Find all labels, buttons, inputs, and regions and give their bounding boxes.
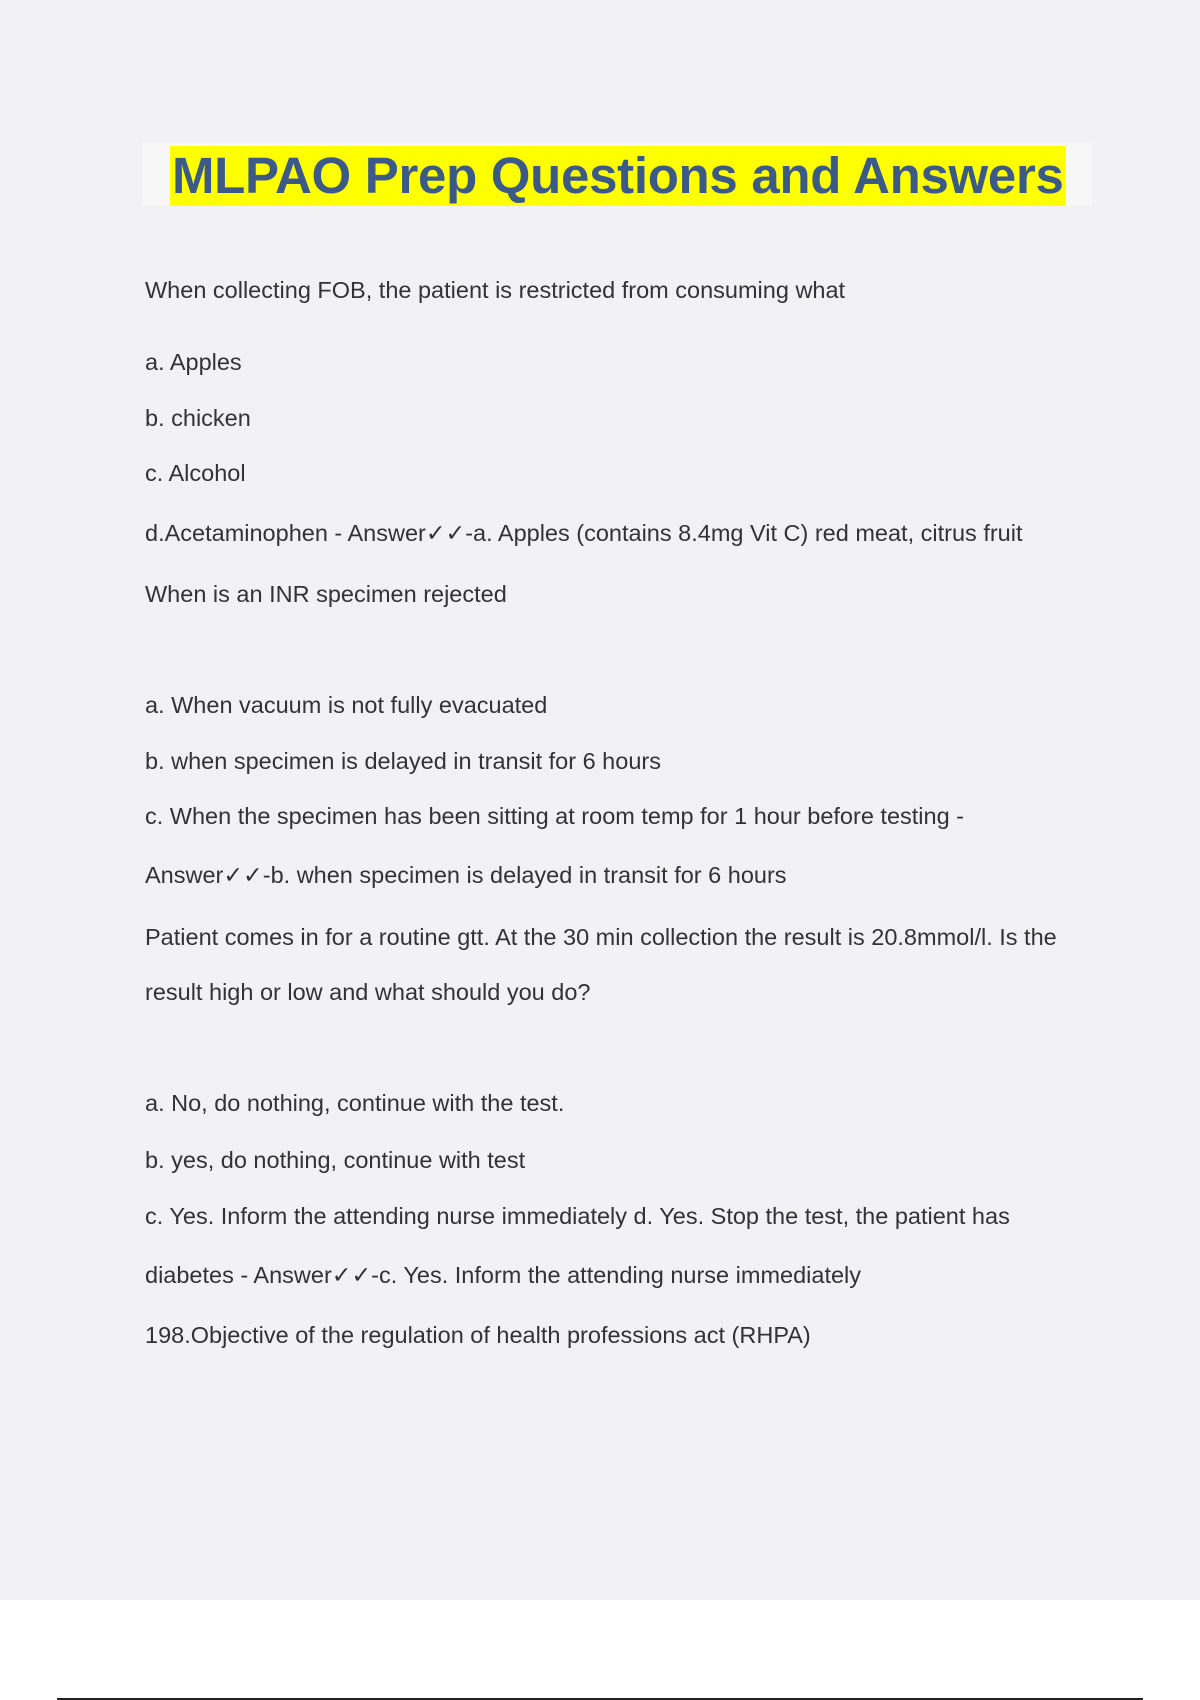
- question-2-answer: Answer✓✓-b. when specimen is delayed in transit for 6 hours: [145, 862, 787, 888]
- question-3-option-a: a. No, do nothing, continue with the test.: [145, 1090, 565, 1116]
- question-3-text-line-1: Patient comes in for a routine gtt. At the 30 min collection the result is 20.8mmol/l. Is the: [145, 924, 1057, 950]
- question-1-option-c: c. Alcohol: [145, 460, 246, 486]
- document-title: MLPAO Prep Questions and Answers: [172, 147, 1064, 204]
- question-1-answer: d.Acetaminophen - Answer✓✓-a. Apples (contains 8.4mg Vit C) red meat, citrus fruit: [145, 520, 1023, 546]
- question-1-option-b: b. chicken: [145, 405, 251, 431]
- question-3-text-line-2: result high or low and what should you do?: [145, 979, 591, 1005]
- question-3-option-b: b. yes, do nothing, continue with test: [145, 1147, 526, 1173]
- question-2-option-c: c. When the specimen has been sitting at room temp for 1 hour before testing -: [145, 803, 965, 829]
- question-3-option-c-d: c. Yes. Inform the attending nurse immediately d. Yes. Stop the test, the patient has: [145, 1203, 1010, 1229]
- question-3-answer: diabetes - Answer✓✓-c. Yes. Inform the attending nurse immediately: [145, 1262, 862, 1288]
- question-2-option-a: a. When vacuum is not fully evacuated: [145, 692, 548, 718]
- question-1-text: When collecting FOB, the patient is restricted from consuming what: [145, 277, 846, 303]
- question-4-text: 198.Objective of the regulation of health professions act (RHPA): [145, 1322, 811, 1348]
- question-2-text: When is an INR specimen rejected: [145, 581, 507, 607]
- question-2-option-b: b. when specimen is delayed in transit for 6 hours: [145, 748, 661, 774]
- question-1-option-a: a. Apples: [145, 349, 242, 375]
